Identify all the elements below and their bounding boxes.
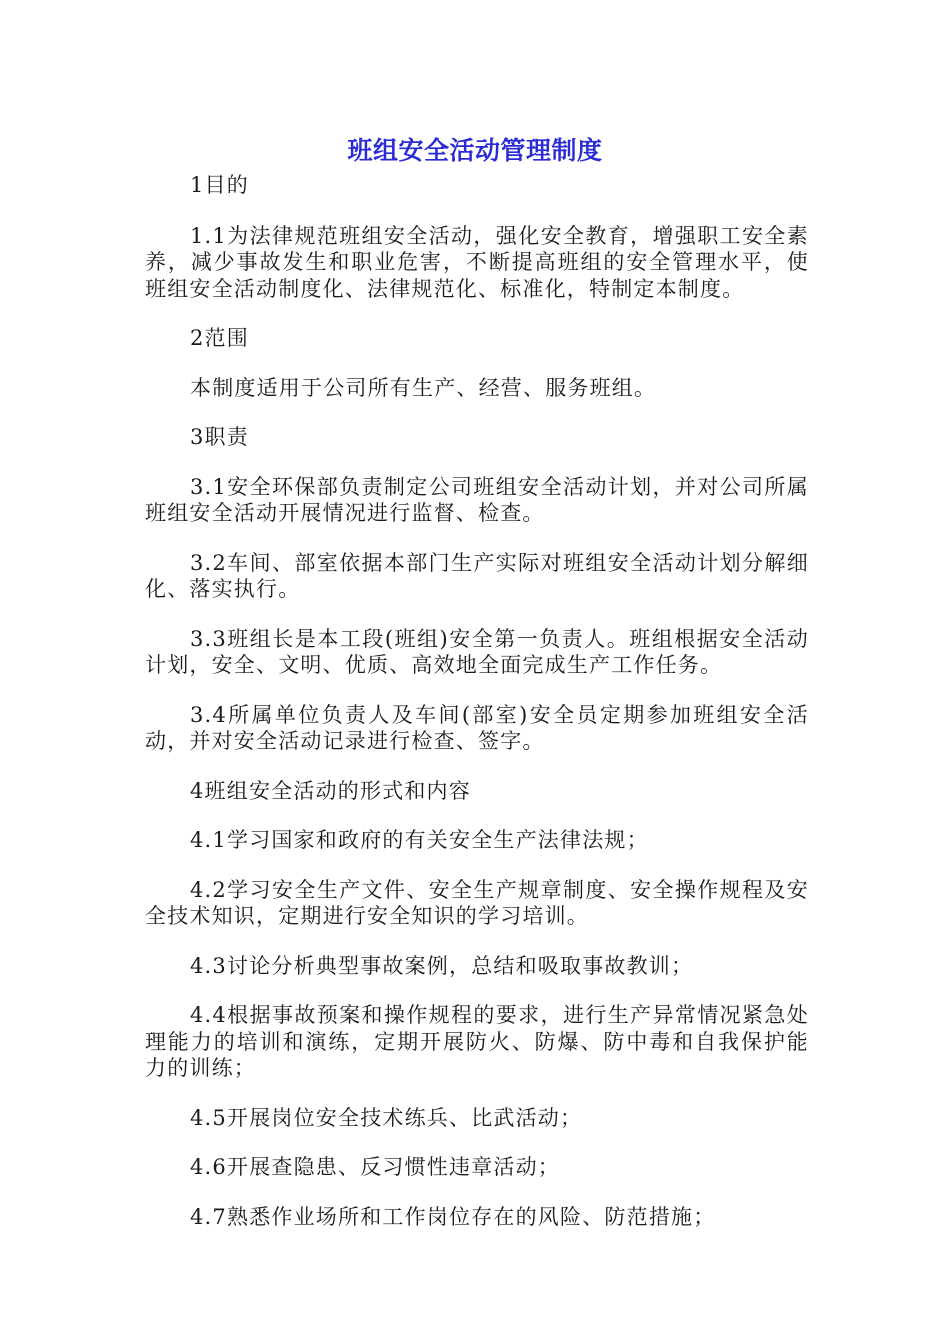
paragraph-scope: 本制度适用于公司所有生产、经营、服务班组。: [190, 375, 657, 400]
paragraph-4-4: 4.4根据事故预案和操作规程的要求，进行生产异常情况紧急处理能力的培训和演练，定期开展防火、防爆、防中毒和自我保护能力的训练；: [145, 1003, 809, 1080]
paragraph-1-1: 1.1为法律规范班组安全活动，强化安全教育，增强职工安全素养，减少事故发生和职业危害，不断提高班组的安全管理水平，使班组安全活动制度化、法律规范化、标准化，特制定本制度。: [145, 223, 809, 301]
paragraph-4-6: 4.6开展查隐患、反习惯性违章活动；: [190, 1155, 560, 1179]
paragraph-3-1: 3.1安全环保部负责制定公司班组安全活动计划，并对公司所属班组安全活动开展情况进行监督、检查。: [145, 474, 809, 525]
paragraph-4-3: 4.3讨论分析典型事故案例，总结和吸取事故教训；: [190, 953, 694, 978]
document-title: 班组安全活动管理制度: [347, 136, 603, 165]
paragraph-3-4: 3.4所属单位负责人及车间(部室)安全员定期参加班组安全活动，并对安全活动记录进行检查、签字。: [145, 702, 809, 753]
paragraph-4-1: 4.1学习国家和政府的有关安全生产法律法规；: [190, 828, 649, 852]
section-heading-scope: 2范围: [190, 326, 249, 350]
paragraph-3-3: 3.3班组长是本工段(班组)安全第一负责人。班组根据安全活动计划，安全、文明、优质、高效地全面完成生产工作任务。: [145, 626, 809, 677]
paragraph-4-5: 4.5开展岗位安全技术练兵、比武活动；: [190, 1105, 583, 1130]
paragraph-3-2: 3.2车间、部室依据本部门生产实际对班组安全活动计划分解细化、落实执行。: [145, 550, 809, 601]
paragraph-4-7: 4.7熟悉作业场所和工作岗位存在的风险、防范措施；: [190, 1204, 716, 1229]
section-heading-activity-form: 4班组安全活动的形式和内容: [190, 778, 471, 803]
section-heading-purpose: 1目的: [190, 173, 249, 197]
paragraph-4-2: 4.2学习安全生产文件、安全生产规章制度、安全操作规程及安全技术知识，定期进行安全知识的学习培训。: [145, 877, 809, 928]
section-heading-responsibilities: 3职责: [190, 425, 249, 449]
document-body: [145, 172, 809, 1230]
